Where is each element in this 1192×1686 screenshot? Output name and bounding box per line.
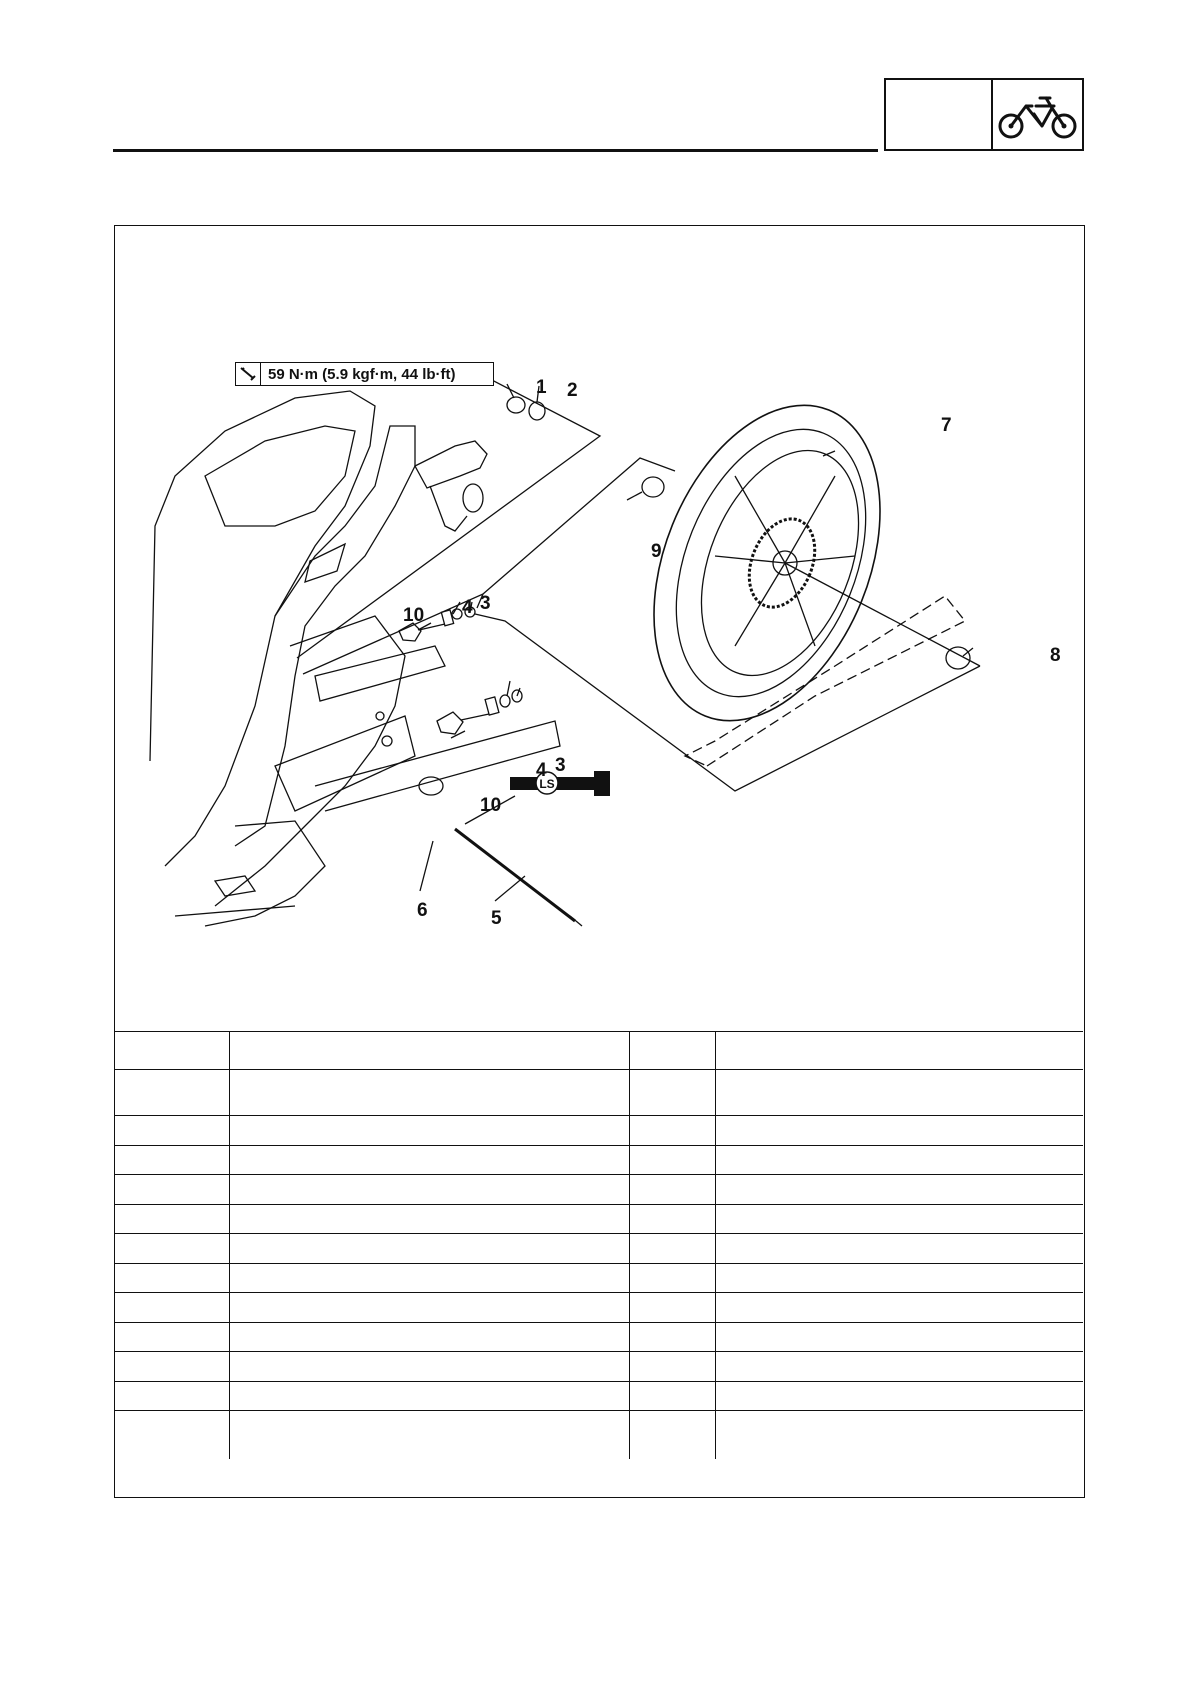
table-cell <box>115 1070 229 1116</box>
callout-4-upper: 4 <box>462 597 473 618</box>
table-cell <box>629 1234 715 1264</box>
callout-10-lower: 10 <box>480 795 502 816</box>
table-cell <box>229 1322 629 1352</box>
table-cell <box>115 1322 229 1352</box>
table-cell <box>229 1070 629 1116</box>
rear-wheel <box>611 372 924 754</box>
table-cell <box>629 1116 715 1146</box>
table-cell <box>115 1411 229 1460</box>
lubricant-label: LS <box>539 777 555 791</box>
table-header-cell <box>715 1032 1083 1070</box>
table-cell <box>715 1293 1083 1323</box>
table-cell <box>629 1070 715 1116</box>
table-cell <box>715 1204 1083 1234</box>
turn-signal <box>415 441 487 488</box>
table-row <box>115 1234 1083 1264</box>
table-row <box>115 1145 1083 1175</box>
table-cell <box>115 1293 229 1323</box>
callout-4-lower: 4 <box>536 760 547 781</box>
table-cell <box>229 1411 629 1460</box>
table-cell <box>715 1175 1083 1205</box>
table-row <box>115 1263 1083 1293</box>
table-cell <box>115 1145 229 1175</box>
table-cell <box>629 1322 715 1352</box>
table-cell <box>629 1263 715 1293</box>
table-cell <box>229 1234 629 1264</box>
right-collar <box>946 647 970 669</box>
header-rule <box>113 149 878 152</box>
callout-3-lower: 3 <box>555 755 566 776</box>
table-cell <box>229 1116 629 1146</box>
table-cell <box>629 1381 715 1411</box>
table-cell <box>115 1175 229 1205</box>
table-cell <box>229 1175 629 1205</box>
torque-value: 59 N·m (5.9 kgf·m, 44 lb·ft) <box>268 365 456 383</box>
table-cell <box>115 1234 229 1264</box>
table-cell <box>715 1322 1083 1352</box>
table-row <box>115 1411 1083 1460</box>
collar-washer <box>419 777 443 795</box>
table-cell <box>629 1204 715 1234</box>
table-cell <box>115 1352 229 1382</box>
table-row <box>115 1293 1083 1323</box>
callout-7: 7 <box>941 415 952 436</box>
table-cell <box>229 1381 629 1411</box>
axle-nut <box>507 397 525 413</box>
table-row <box>115 1322 1083 1352</box>
adjuster-plate-lower <box>437 712 463 734</box>
motorcycle-icon <box>996 84 1080 146</box>
section-divider <box>991 80 993 149</box>
table-cell <box>715 1116 1083 1146</box>
table-cell <box>229 1145 629 1175</box>
section-indicator <box>884 78 1084 151</box>
table-cell <box>715 1352 1083 1382</box>
torque-wrench-icon <box>236 363 261 385</box>
table-cell <box>115 1116 229 1146</box>
subframe <box>215 616 405 906</box>
rear-wheel-exploded-diagram <box>115 226 1083 1031</box>
callout-9: 9 <box>651 541 662 562</box>
wheel-axle <box>455 829 575 921</box>
table-cell <box>715 1145 1083 1175</box>
table-header-cell <box>229 1032 629 1070</box>
callout-10-upper: 10 <box>403 605 425 626</box>
table-header-row <box>115 1032 1083 1070</box>
callout-5: 5 <box>491 908 502 929</box>
table-header-cell <box>115 1032 229 1070</box>
table-cell <box>629 1145 715 1175</box>
table-row <box>115 1175 1083 1205</box>
table-cell <box>715 1263 1083 1293</box>
table-cell <box>715 1381 1083 1411</box>
table-cell <box>715 1070 1083 1116</box>
table-cell <box>229 1204 629 1234</box>
callout-3-upper: 3 <box>480 593 491 614</box>
table-cell <box>715 1234 1083 1264</box>
axle-washer <box>529 402 545 420</box>
parts-table <box>115 1031 1083 1459</box>
callout-2: 2 <box>567 380 578 401</box>
table-cell <box>115 1204 229 1234</box>
table-cell <box>229 1293 629 1323</box>
table-header-cell <box>629 1032 715 1070</box>
table-cell <box>629 1411 715 1460</box>
table-cell <box>229 1263 629 1293</box>
left-collar <box>642 477 664 497</box>
table-cell <box>115 1263 229 1293</box>
callout-1: 1 <box>536 377 547 398</box>
table-cell <box>229 1352 629 1382</box>
footpeg-bracket <box>205 821 325 926</box>
table-cell <box>115 1381 229 1411</box>
table-row <box>115 1070 1083 1116</box>
seat-top <box>205 426 355 526</box>
table-row <box>115 1352 1083 1382</box>
callout-8: 8 <box>1050 645 1061 666</box>
swingarm <box>275 716 415 811</box>
callout-6: 6 <box>417 900 428 921</box>
table-cell <box>715 1411 1083 1460</box>
table-cell <box>629 1352 715 1382</box>
table-row <box>115 1204 1083 1234</box>
exploded-view-frame <box>114 225 1085 1498</box>
table-row <box>115 1116 1083 1146</box>
table-row <box>115 1381 1083 1411</box>
table-cell <box>629 1175 715 1205</box>
torque-spec <box>235 362 494 386</box>
table-cell <box>629 1293 715 1323</box>
drive-chain <box>685 596 965 766</box>
